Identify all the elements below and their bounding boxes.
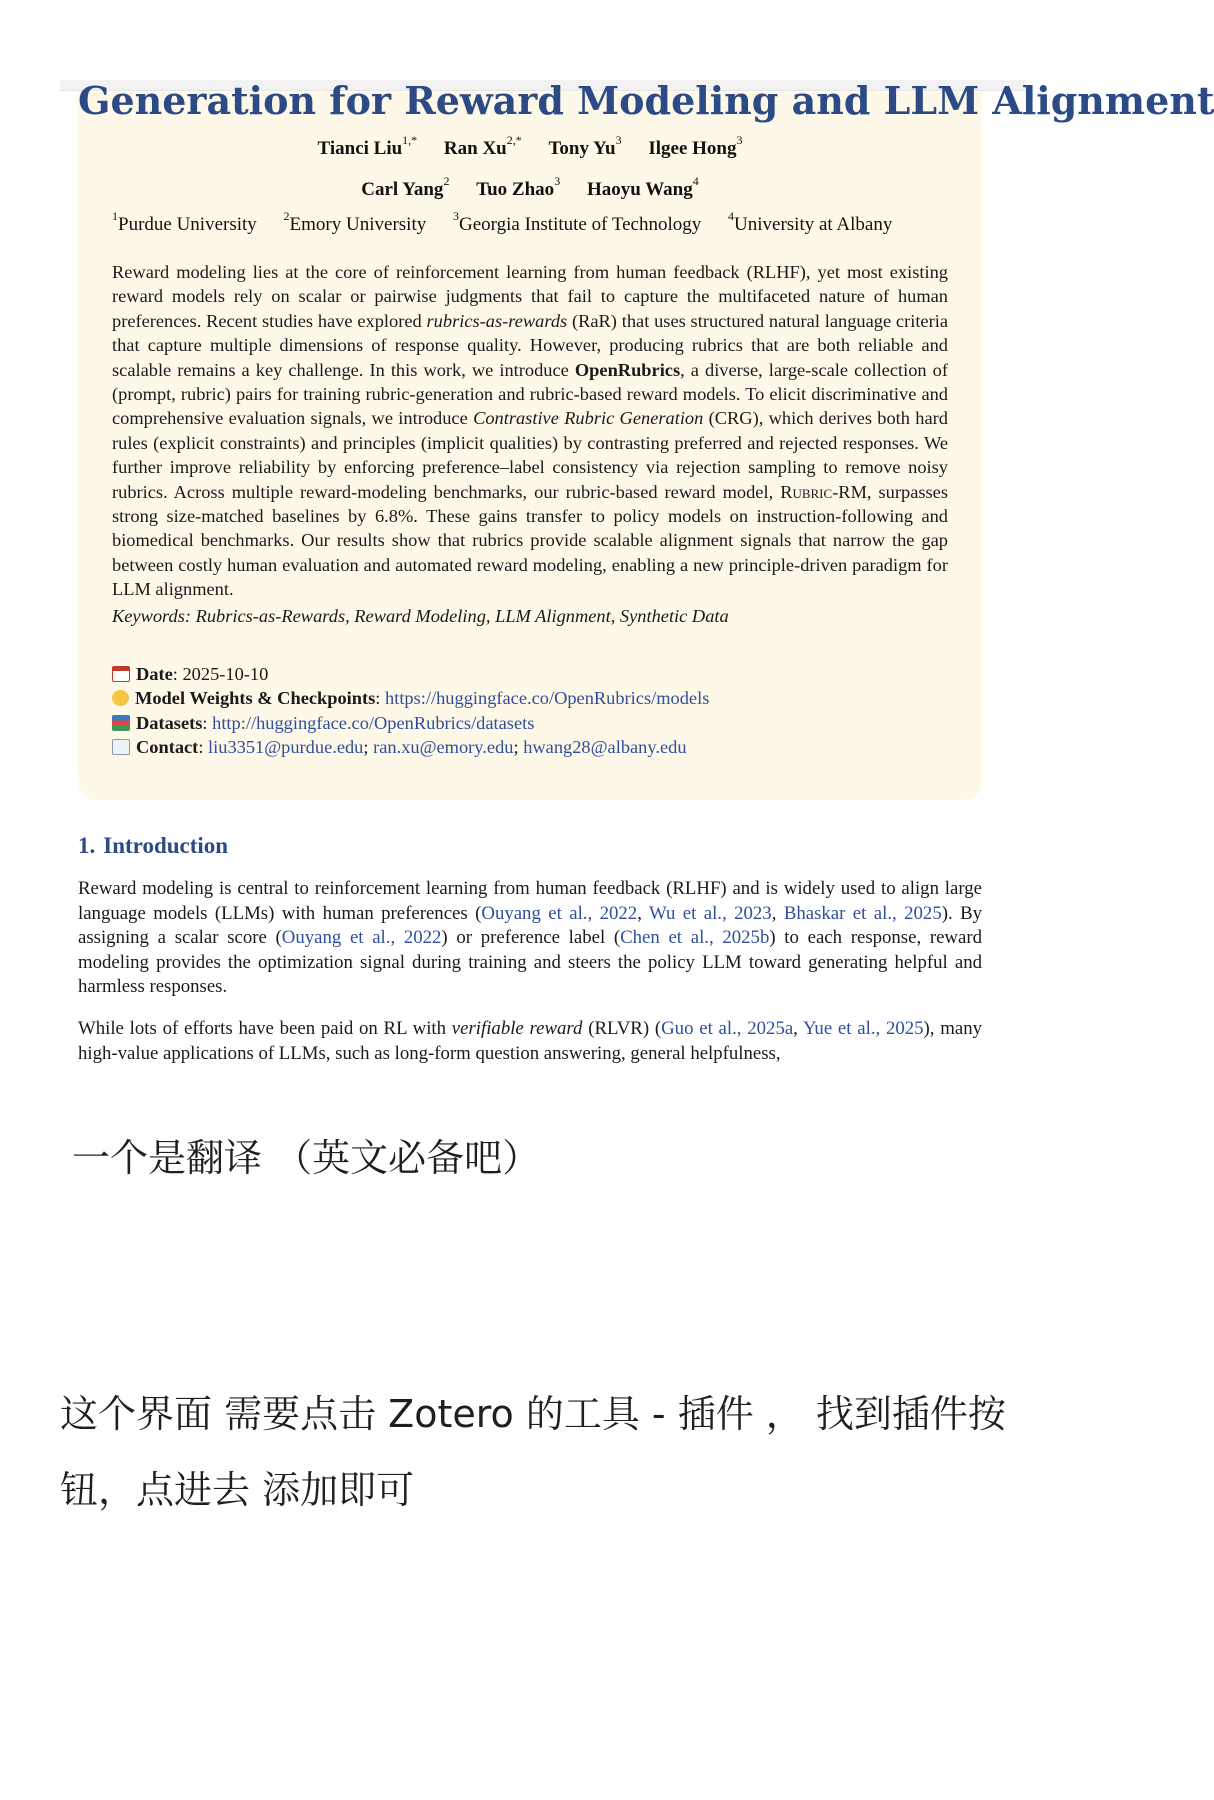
author: Tianci Liu$^{1,*}$ (317, 132, 418, 159)
date-row: Date: 2025-10-10 (112, 662, 709, 686)
datasets-row: Datasets: http://huggingface.co/OpenRubrics/datasets (112, 711, 709, 735)
intro-paragraph-1: Reward modeling is central to reinforcement learning from human feedback (RLHF) and is widely used to align large language models (LLMs) with human preferences (Ouyang et al., 2022, Wu et al., 2023, Bhaskar et al., 2025). By assigning a scalar score (Ouyang et al., 2022) or preference label (Chen et al., 2025b) to each response, reward modeling provides the optimization signal during training and steers the policy LLM toward generating helpful and harmless responses. (78, 878, 983, 998)
datasets-link[interactable]: http://huggingface.co/OpenRubrics/datasets (212, 712, 535, 733)
affiliation: $^3$Georgia Institute of Technology (452, 208, 702, 235)
keywords-line: Keywords: Rubrics-as-Rewards, Reward Modeling, LLM Alignment, Synthetic Data (112, 606, 729, 626)
post-caption-zotero-instructions: 这个界面 需要点击 Zotero 的工具 - 插件 ， 找到插件按钮，点进去 添加即可 (60, 1392, 1006, 1512)
contact-email-link[interactable]: hwang28@albany.edu (523, 737, 687, 758)
intro-paragraph-2: While lots of efforts have been paid on RL with verifiable reward (RLVR) (Guo et al., 2025a, Yue et al., 2025), many high-value applications of LLMs, such as long-form question answering, general helpfulness, (78, 1018, 982, 1064)
calendar-icon (112, 666, 130, 682)
books-icon (112, 715, 130, 731)
affiliation: $^2$Emory University (283, 208, 427, 235)
affiliation: $^4$University at Albany (728, 208, 893, 235)
contact-row: Contact: liu3351@purdue.edu; ran.xu@emory.edu; hwang28@albany.edu (112, 735, 709, 759)
author: Ilgee Hong$^3$ (648, 132, 743, 159)
paper-title: Generation for Reward Modeling and LLM Alignment (78, 78, 1214, 123)
weights-row: Model Weights & Checkpoints: https://huggingface.co/OpenRubrics/models (112, 686, 709, 710)
author: Haoyu Wang$^4$ (586, 173, 699, 200)
abstract-text: Reward modeling lies at the core of reinforcement learning from human feedback (RLHF), yet most existing reward models rely on scalar or pairwise judgments that fail to capture the multifaceted nature of human preferences. Recent studies have explored rubrics-as-rewards (RaR) that uses structured natural language criteria that capture multiple dimensions of response quality. However, producing rubrics that are both reliable and scalable remains a key challenge. In this work, we introduce OpenRubrics, a diverse, large-scale collection of (prompt, rubric) pairs for training rubric-generation and rubric-based reward models. To elicit discriminative and comprehensive evaluation signals, we introduce Contrastive Rubric Generation (CRG), which derives both hard rules (explicit constraints) and principles (implicit qualities) by contrasting preferred and rejected responses. We further improve reliability by enforcing preference–label consistency via rejection sampling to remove noisy rubrics. Across multiple reward-modeling benchmarks, our rubric-based reward model, Rubric-RM, surpasses strong size-matched baselines by 6.8%. These gains transfer to policy models on instruction-following and biomedical benchmarks. Our results show that rubrics provide scalable alignment signals that narrow the gap between costly human evaluation and automated reward modeling, enabling a new principle-driven paradigm for LLM alignment. (112, 262, 948, 600)
author: Carl Yang$^2$ (361, 173, 450, 200)
section-heading-introduction: 1. Introduction (78, 833, 229, 858)
contact-email-link[interactable]: ran.xu@emory.edu (373, 737, 514, 758)
citation-link[interactable]: Chen et al., 2025b (620, 927, 770, 949)
hugging-face-icon (112, 690, 129, 706)
affiliation-list (112, 208, 982, 236)
citation-link[interactable]: Wu et al., 2023 (648, 902, 772, 924)
author: Tuo Zhao$^3$ (476, 173, 561, 200)
citation-link[interactable]: Ouyang et al., 2022 (281, 927, 442, 949)
author-list-row-2 (78, 173, 982, 201)
author-list-row-1 (78, 132, 982, 160)
author: Ran $Xu^{2,*}$ (443, 132, 522, 159)
author: Tony Yu$^3$ (548, 132, 622, 159)
model-weights-link[interactable]: https://huggingface.co/OpenRubrics/models (385, 688, 710, 709)
contact-email-link[interactable]: liu3351@purdue.edu (208, 737, 364, 758)
citation-link[interactable]: Ouyang et al., 2022 (481, 902, 638, 924)
paper-screenshot (78, 78, 1214, 800)
citation-link[interactable]: Bhaskar et al., 2025 (783, 902, 942, 924)
post-caption-translation: 一个是翻译 （英文必备吧） (72, 1136, 541, 1180)
envelope-icon (112, 739, 130, 755)
citation-link[interactable]: Guo et al., 2025a (661, 1018, 794, 1039)
paper-metadata (112, 662, 709, 760)
citation-link[interactable]: Yue et al., 2025 (802, 1018, 924, 1039)
affiliation: $^1$Purdue University (112, 208, 257, 235)
